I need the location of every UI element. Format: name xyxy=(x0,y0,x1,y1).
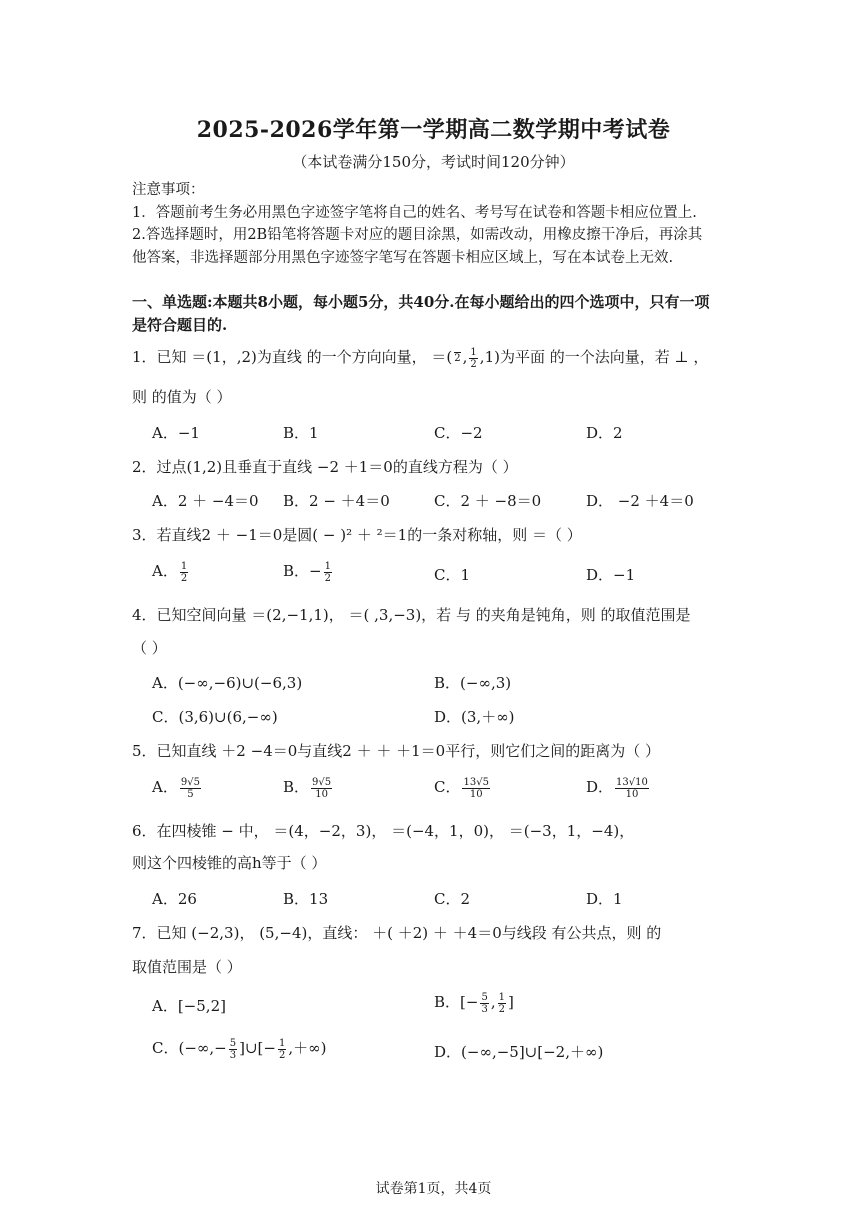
question-2-stem: 2．过点(1,2)且垂直于直线 −2 ＋1＝0的直线方程为（ ） xyxy=(132,458,518,476)
question-4-option-b: B．(−∞,3) xyxy=(434,674,512,692)
question-5-option-d: D． $\frac{13√10}{10}$ xyxy=(586,776,648,800)
question-5-option-b: B． $\frac{9√5}{10}$ xyxy=(283,776,332,800)
question-1-option-c: C．−2 xyxy=(434,424,483,442)
question-6-option-b: B．13 xyxy=(283,890,329,908)
notice-item-1: 1．答题前考生务必用黑色字迹签字笔将自己的姓名、考号写在试卷和答题卡相应位置上. xyxy=(132,205,697,221)
notice-item-2b: 他答案，非选择题部分用黑色字迹签字笔写在答题卡相应区域上，写在本试卷上无效. xyxy=(132,250,674,266)
fraction: $\frac{5}{3}$ xyxy=(481,991,488,1015)
question-2-option-a: A．2 ＋ −4＝0 xyxy=(152,492,259,510)
question-6-option-a: A．26 xyxy=(152,890,197,908)
question-2-option-d: D． −2 ＋4＝0 xyxy=(586,492,694,510)
exam-title: 2025-2026学年第一学期高二数学期中考试卷 xyxy=(196,117,671,143)
fraction: 2 xyxy=(454,353,461,364)
question-7-line2: 取值范围是（ ） xyxy=(132,958,242,976)
question-5-option-c: C． $\frac{13√5}{10}$ xyxy=(434,776,489,800)
question-4-option-c: C．(3,6)∪(6,−∞) xyxy=(152,708,278,726)
notice-heading: 注意事项： xyxy=(132,182,205,198)
question-1-option-b: B．1 xyxy=(283,424,319,442)
question-3-option-a: A． $\frac{1}{2}$ xyxy=(152,560,188,584)
question-3-option-d: D．−1 xyxy=(586,566,636,584)
question-4-line2: （ ） xyxy=(132,639,167,657)
question-4-option-d: D．(3,＋∞) xyxy=(434,708,515,726)
fraction: $\frac{9√5}{5}$ xyxy=(180,776,200,800)
question-7-option-a: A．[−5,2] xyxy=(152,997,226,1015)
section-heading-line1: 一、单选题:本题共8小题，每小题5分，共40分.在每小题给出的四个选项中，只有一项 xyxy=(132,293,710,311)
question-3-option-b: B．− $\frac{1}{2}$ xyxy=(283,560,331,584)
fraction: $\frac{1}{2}$ xyxy=(470,346,477,370)
question-3-stem: 3．若直线2 ＋ −1＝0是圆( − )² ＋ ²＝1的一条对称轴，则 ＝（ ） xyxy=(132,526,582,544)
fraction: $\frac{1}{2}$ xyxy=(278,1037,286,1061)
question-6-option-d: D．1 xyxy=(586,890,623,908)
question-3-option-c: C．1 xyxy=(434,566,471,584)
question-1-line2: 则 的值为（ ） xyxy=(132,388,232,406)
fraction: $\frac{13√5}{10}$ xyxy=(463,776,489,800)
question-5-stem: 5．已知直线 ＋2 −4＝0与直线2 ＋ ＋ ＋1＝0平行，则它们之间的距离为（ ） xyxy=(132,742,660,760)
question-5-option-a: A． $\frac{9√5}{5}$ xyxy=(152,776,200,800)
fraction: $\frac{1}{2}$ xyxy=(324,560,331,584)
page-footer: 试卷第1页，共4页 xyxy=(375,1181,492,1197)
question-1-option-d: D．2 xyxy=(586,424,623,442)
question-6-line2: 则这个四棱锥的高h等于（ ） xyxy=(132,854,327,872)
question-7-stem: 7．已知 (−2,3)， (5,−4)，直线： ＋( ＋2) ＋ ＋4＝0与线段 有公共点，则 的 xyxy=(132,924,662,942)
exam-subtitle: （本试卷满分150分，考试时间120分钟） xyxy=(292,153,575,171)
question-7-option-c: C．(−∞,− $\frac{5}{3}$ ]∪[− $\frac{1}{2}$ ,＋∞) xyxy=(152,1037,327,1061)
question-6-option-c: C．2 xyxy=(434,890,471,908)
question-7-option-b: B．[− $\frac{5}{3}$ , $\frac{1}{2}$ ] xyxy=(434,991,514,1015)
notice-item-2a: 2.答选择题时，用2B铅笔将答题卡对应的题目涂黑，如需改动，用橡皮擦干净后，再涂其 xyxy=(132,227,703,243)
question-4-stem: 4．已知空间向量 ＝(2,−1,1)， ＝( ,3,−3)，若 与 的夹角是钝角，则 的取值范围是 xyxy=(132,606,691,624)
section-heading-line2: 是符合题目的. xyxy=(132,316,228,334)
fraction: $\frac{1}{2}$ xyxy=(180,560,188,584)
fraction: $\frac{5}{3}$ xyxy=(229,1037,237,1061)
question-1-option-a: A．−1 xyxy=(152,424,200,442)
question-2-option-b: B．2 − ＋4＝0 xyxy=(283,492,390,510)
question-1-stem: 1．已知 ＝(1，,2)为直线 的一个方向向量， ＝( 2 , $\frac{1}{2}$ ,1)为平面 的一个法向量，若 ⊥ ， xyxy=(132,346,709,370)
question-7-option-d: D．(−∞,−5]∪[−2,＋∞) xyxy=(434,1043,604,1061)
fraction: $\frac{9√5}{10}$ xyxy=(312,776,332,800)
question-2-option-c: C．2 ＋ −8＝0 xyxy=(434,492,542,510)
fraction: $\frac{1}{2}$ xyxy=(498,991,505,1015)
fraction: $\frac{13√10}{10}$ xyxy=(616,776,648,800)
question-6-stem: 6．在四棱锥 − 中， ＝(4，−2，3)， ＝(−4，1，0)， ＝(−3，1，−4)， xyxy=(132,822,635,840)
question-4-option-a: A．(−∞,−6)∪(−6,3) xyxy=(152,674,303,692)
